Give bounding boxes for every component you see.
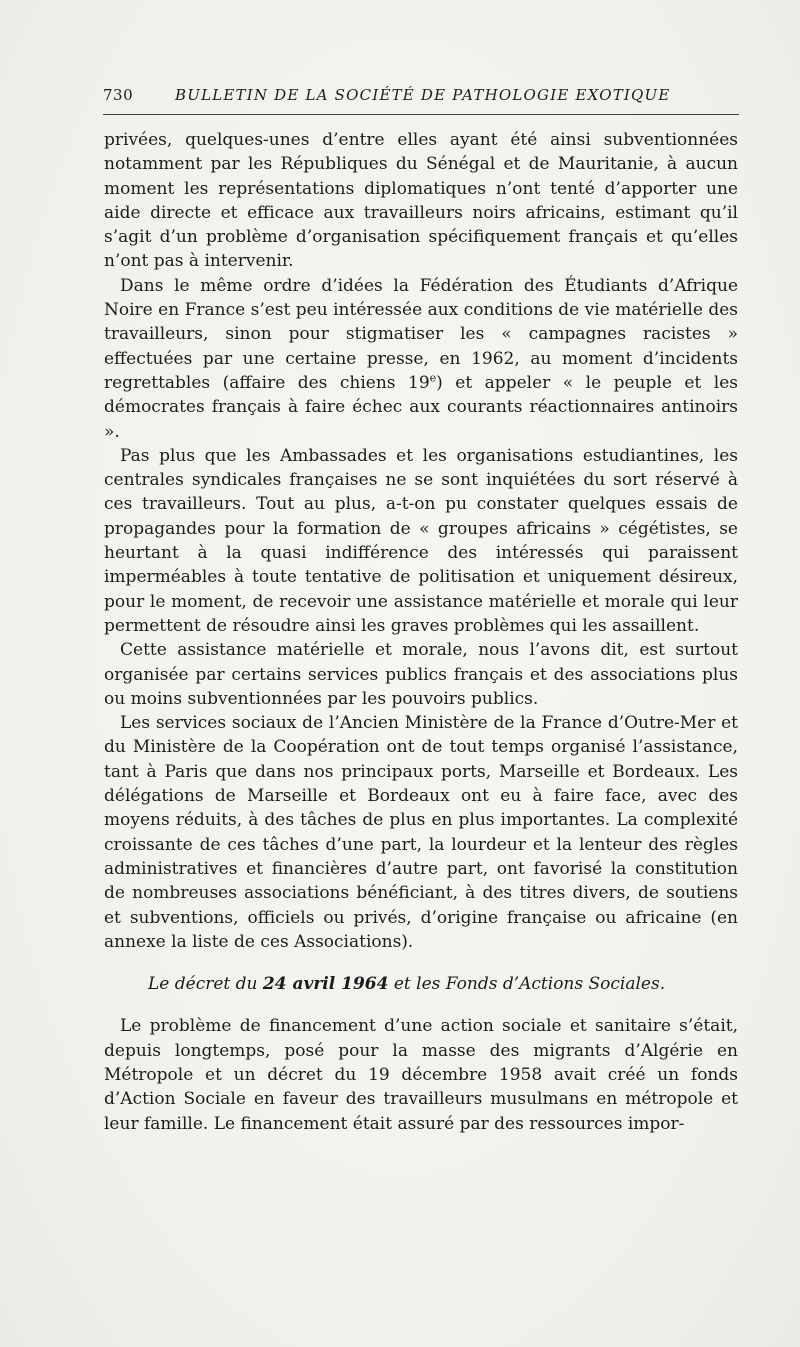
section-heading-date: 24 avril 1964 [262, 974, 389, 995]
header-rule [103, 114, 739, 115]
page-number: 730 [103, 86, 134, 104]
paragraph-4: Cette assistance matérielle et morale, nous l’avons dit, est surtout organisée par certains services publics français et des associations plus ou moins subventionnées par les pouvoirs publics. [104, 640, 738, 709]
paragraph-6: Le problème de financement d’une action sociale et sanitaire s’était, depuis longtemps, posé pour la masse des migrants d’Algérie en Métropole et un décret du 19 décembre 1958 avait créé un fonds d’Action Sociale en faveur des travailleurs musulmans en métropole et leur famille. Le financement était assuré par des ressources impor- [104, 1016, 738, 1134]
section-heading-post: et les Fonds d’Actions Sociales. [388, 974, 666, 995]
section-heading-pre: Le décret du [148, 974, 263, 995]
paragraph-3: Pas plus que les Ambassades et les organisations estudiantines, les centrales syndicales françaises ne se sont inquiétées du sort réservé à ces travailleurs. Tout au plus, a-t-on pu constater quelques essais de propagandes pour la formation de « groupes africains » cégétistes, se heurtant à la quasi indifférence des intéressés qui paraissent imperméables à toute tentative de politisation et uniquement désireux, pour le moment, de recevoir une assistance matérielle et morale qui leur permettent de résoudre ainsi les graves problèmes qui les assaillent. [104, 445, 738, 636]
paragraph-1: privées, quelques-unes d’entre elles ayant été ainsi subventionnées notamment par les Républiques du Sénégal et de Mauritanie, à aucun moment les représentations diplomatiques n’ont tenté d’apporter une aide directe et efficace aux travailleurs noirs africains, estimant qu’il s’agit d’un problème d’organisation spécifiquement français et qu’elles n’ont pas à intervenir. [104, 130, 738, 272]
paragraph-5: Les services sociaux de l’Ancien Ministère de la France d’Outre-Mer et du Ministère de la Coopération ont de tout temps organisé l’assistance, tant à Paris que dans nos principaux ports, Marseille et Bordeaux. Les délégations de Marseille et Bordeaux ont eu à faire face, avec des moyens réduits, à des tâches de plus en plus importantes. La complexité croissante de ces tâches d’une part, la lourdeur et la lenteur des règles administratives et financières d’autre part, ont favorisé la constitution de nombreuses associations bénéficiant, à des titres divers, de soutiens et subventions, officiels ou privés, d’origine française ou africaine (en annexe la liste de ces Associations). [104, 713, 738, 952]
running-header [103, 84, 739, 110]
running-title: BULLETIN DE LA SOCIÉTÉ DE PATHOLOGIE EXOTIQUE [175, 86, 671, 104]
paragraph-2: Dans le même ordre d’idées la Fédération des Étudiants d’Afrique Noire en France s’est peu intéressée aux conditions de vie matérielle des travailleurs, sinon pour stigmatiser les « campagnes racistes » effectuées par une certaine presse, en 1962, au moment d’incidents regrettables (affaire des chiens 19e) et appeler « le peuple et les démocrates français à faire échec aux courants réactionnaires antinoirs ». [104, 275, 738, 442]
section-heading [148, 972, 738, 996]
body-text [104, 128, 738, 1136]
